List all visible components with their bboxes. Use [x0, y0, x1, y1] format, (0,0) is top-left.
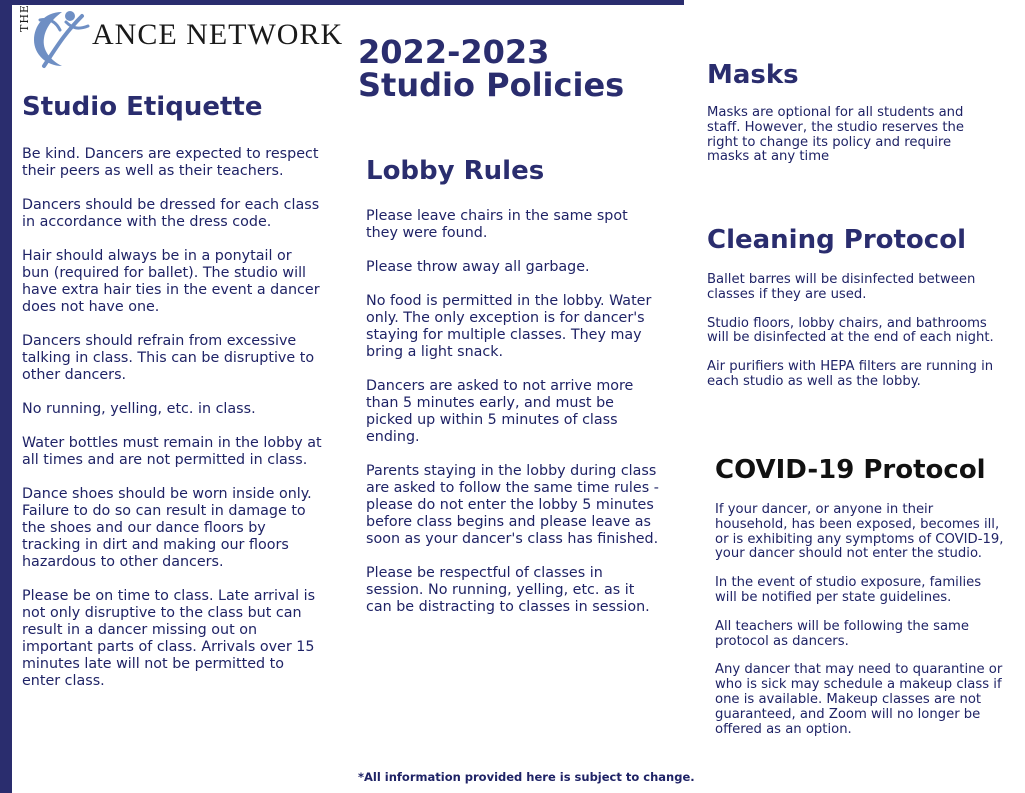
- list-item: Parents staying in the lobby during class are asked to follow the same time rules - please do not enter the lobby 5 minutes before class begins and please leave as soon as your dancer's class has finished.: [366, 463, 659, 547]
- list-item: Hair should always be in a ponytail or bun (required for ballet). The studio will have extra hair ties in the event a dancer does not have one.: [22, 248, 320, 315]
- lobby-rules-list: [366, 208, 664, 633]
- cleaning-protocol-heading: Cleaning Protocol: [707, 225, 966, 255]
- list-item: No running, yelling, etc. in class.: [22, 401, 256, 417]
- list-item: Air purifiers with HEPA filters are running in each studio as well as the lobby.: [707, 359, 994, 389]
- list-item: Ballet barres will be disinfected between classes if they are used.: [707, 272, 976, 302]
- studio-etiquette-list: [22, 146, 322, 707]
- cleaning-protocol-list: [707, 273, 997, 404]
- page-title-year: 2022-2023: [358, 33, 550, 71]
- dance-network-logo: [14, 4, 344, 68]
- logo-the-text: THE: [18, 4, 31, 32]
- list-item: Water bottles must remain in the lobby at all times and are not permitted in class.: [22, 435, 322, 468]
- list-item: No food is permitted in the lobby. Water only. The only exception is for dancer's staying for multiple classes. They may bring a light snack.: [366, 293, 652, 360]
- covid-protocol-heading: COVID-19 Protocol: [715, 455, 986, 485]
- masks-text: [707, 106, 997, 179]
- page-title-text: Studio Policies: [358, 66, 625, 104]
- page-title: [358, 33, 625, 104]
- list-item: All teachers will be following the same protocol as dancers.: [715, 618, 969, 649]
- list-item: Dance shoes should be worn inside only. Failure to do so can result in damage to the shoes and our dance floors by tracking in dirt and making our floors hazardous to other dancers.: [22, 486, 312, 570]
- masks-heading: Masks: [707, 60, 799, 90]
- covid-protocol-list: [715, 503, 1005, 751]
- list-item: Please be respectful of classes in session. No running, yelling, etc. as it can be distracting to classes in session.: [366, 565, 650, 615]
- list-item: If your dancer, or anyone in their household, has been exposed, becomes ill, or is exhibiting any symptoms of COVID-19, your dancer should not enter the studio.: [715, 502, 1004, 562]
- lobby-rules-heading: Lobby Rules: [366, 156, 545, 186]
- list-item: Please leave chairs in the same spot they were found.: [366, 208, 628, 241]
- footnote-disclaimer: *All information provided here is subject to change.: [358, 770, 695, 784]
- list-item: Studio floors, lobby chairs, and bathrooms will be disinfected at the end of each night.: [707, 315, 994, 346]
- list-item: Be kind. Dancers are expected to respect their peers as well as their teachers.: [22, 146, 319, 179]
- studio-etiquette-heading: Studio Etiquette: [22, 92, 263, 122]
- list-item: Any dancer that may need to quarantine or who is sick may schedule a makeup class if one is available. Makeup classes are not guaranteed, and Zoom will no longer be offered as an option.: [715, 662, 1003, 737]
- list-item: Dancers are asked to not arrive more than 5 minutes early, and must be picked up within 5 minutes of class ending.: [366, 378, 634, 445]
- list-item: Please throw away all garbage.: [366, 259, 590, 275]
- top-accent-bar: [12, 0, 684, 5]
- list-item: Dancers should refrain from excessive talking in class. This can be disruptive to other dancers.: [22, 333, 315, 383]
- list-item: Masks are optional for all students and staff. However, the studio reserves the right to change its policy and require masks at any time: [707, 105, 965, 165]
- logo-name-text: ANCE NETWORK: [92, 18, 344, 51]
- dancer-logo-icon: [30, 8, 94, 70]
- list-item: Please be on time to class. Late arrival is not only disruptive to the class but can result in a dancer missing out on important parts of class. Arrivals over 15 minutes late will not be permitted to enter class.: [22, 588, 316, 689]
- list-item: In the event of studio exposure, families will be notified per state guidelines.: [715, 575, 982, 605]
- left-accent-bar: [0, 0, 12, 793]
- list-item: Dancers should be dressed for each class in accordance with the dress code.: [22, 197, 320, 230]
